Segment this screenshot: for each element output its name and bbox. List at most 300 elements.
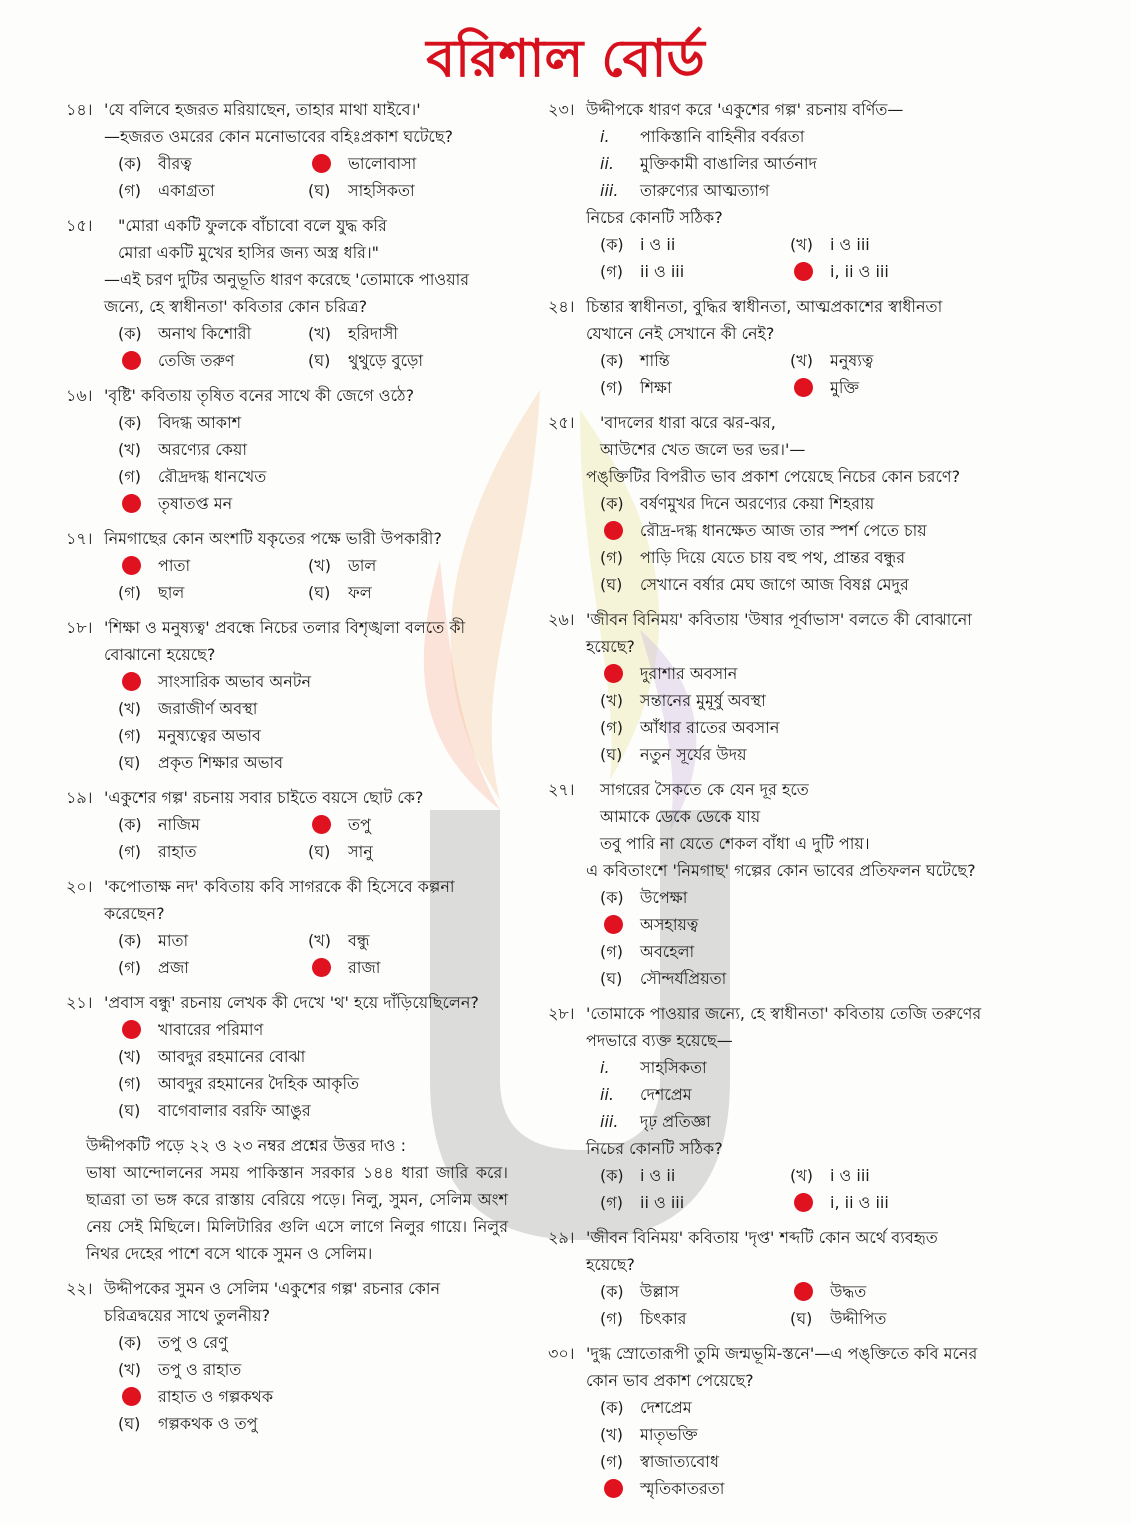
option-text: আঁধার রাতের অবসান	[640, 718, 780, 737]
quote-line: তবু পারি না যেতে শেকল বাঁধা এ দুটি পায়।	[600, 834, 870, 853]
option-label: (খ)	[308, 556, 331, 575]
option-label: (ক)	[600, 888, 624, 907]
option-label: (ঘ)	[118, 753, 141, 772]
stimulus-passage: ভাষা আন্দোলনের সময় পাকিস্তান সরকার ১৪৪ ধারা জারি করে। ছাত্ররা তা ভঙ্গ করে রাস্তায় বেরিয়ে পড়ে। নিলু, সুমন, সেলিম অংশ নেয় সেই মিছিলে। মিলিটারির গুলি এসে লাগে নিলুর গায়ে। নিলুর নিথর দেহের পাশে বসে থাকে সুমন ও সেলিম।	[86, 1163, 508, 1263]
option-label: (ক)	[600, 1282, 624, 1301]
quote-line: মোরা একটি মুখের হাসির জন্য অস্ত্র ধরি।"	[118, 243, 380, 262]
correct-marker-icon	[790, 1189, 830, 1216]
correct-marker-icon	[308, 150, 348, 177]
question-number: ২১।	[66, 993, 93, 1012]
statement	[600, 177, 988, 204]
option-text: অনাথ কিশোরী	[158, 324, 252, 343]
correct-marker-icon	[790, 374, 830, 401]
option-label: (খ)	[118, 1360, 141, 1379]
answer-option[interactable]	[600, 741, 988, 768]
option-text: বন্ধু	[348, 931, 370, 950]
option-text: ভালোবাসা	[348, 154, 417, 173]
answer-option[interactable]	[118, 1356, 508, 1383]
question-number: ২০।	[66, 877, 93, 896]
answer-options	[548, 231, 988, 285]
correct-option[interactable]	[118, 490, 508, 517]
statement-text: সাহসিকতা	[640, 1058, 707, 1077]
answer-option[interactable]	[600, 1305, 790, 1332]
question-text: 'শিক্ষা ও মনুষ্যত্ব' প্রবন্ধে নিচের তলার বিশৃঙ্খলা বলতে কী বোঝানো হয়েছে?	[104, 618, 466, 664]
answer-options	[66, 1329, 508, 1437]
option-text: সাংসারিক অভাব অনটন	[158, 672, 312, 691]
option-label: (গ)	[118, 583, 141, 602]
question-number: ২৮।	[548, 1004, 575, 1023]
question	[66, 382, 508, 517]
option-label: (গ)	[600, 548, 623, 567]
question-head	[66, 989, 508, 1016]
option-label: (ক)	[118, 413, 142, 432]
correct-option[interactable]	[790, 258, 980, 285]
answer-option[interactable]	[790, 1162, 980, 1189]
option-text: অরণ্যের কেয়া	[158, 440, 248, 459]
answer-option[interactable]	[118, 579, 308, 606]
answer-options	[66, 1016, 508, 1124]
option-label: (ঘ)	[600, 969, 623, 988]
statement-text: মুক্তিকামী বাঙালির আর্তনাদ	[640, 154, 817, 173]
option-label: (গ)	[600, 942, 623, 961]
correct-option[interactable]	[600, 517, 988, 544]
answer-options	[66, 927, 508, 981]
question-number: ১৭।	[66, 529, 93, 548]
option-text: গল্পকথক ও তপু	[158, 1414, 258, 1433]
statement	[600, 1108, 988, 1135]
option-text: রাহাত	[158, 842, 197, 861]
answer-option[interactable]	[600, 1421, 988, 1448]
answer-option[interactable]	[118, 954, 308, 981]
correct-marker-icon	[118, 668, 158, 695]
option-label: (ঘ)	[790, 1309, 813, 1328]
answer-option[interactable]	[600, 258, 790, 285]
question	[66, 784, 508, 865]
question-number: ২৬।	[548, 610, 575, 629]
answer-option[interactable]	[308, 838, 498, 865]
option-text: ছাল	[158, 583, 185, 602]
option-text: i, ii ও iii	[830, 1193, 889, 1212]
question-text: 'দুগ্ধ স্রোতোরূপী তুমি জন্মভূমি-স্তনে'—এ পঙ্‌ক্তিতে কবি মনের কোন ভাব প্রকাশ পেয়েছে?	[586, 1344, 978, 1390]
question	[548, 409, 988, 598]
option-text: অবহেলা	[640, 942, 695, 961]
option-text: মাতৃভক্তি	[640, 1425, 698, 1444]
option-text: মনুষ্যত্বের অভাব	[158, 726, 261, 745]
question	[548, 1224, 988, 1332]
option-text: সাহসিকতা	[348, 181, 415, 200]
answer-option[interactable]	[118, 409, 508, 436]
answer-option[interactable]	[600, 1162, 790, 1189]
question	[66, 212, 508, 374]
answer-option[interactable]	[308, 177, 498, 204]
option-label: (খ)	[118, 699, 141, 718]
option-label: (গ)	[600, 718, 623, 737]
option-text: হরিদাসী	[348, 324, 398, 343]
page-title: বরিশাল বোর্ড	[426, 28, 705, 89]
question-text: 'কপোতাক্ষ নদ' কবিতায় কবি সাগরকে কী হিসেবে কল্পনা করেছেন?	[104, 877, 455, 923]
answer-option[interactable]	[118, 320, 308, 347]
answer-options	[66, 811, 508, 865]
statement-numeral: i.	[600, 127, 610, 146]
answer-option[interactable]	[118, 695, 508, 722]
question-text: উদ্দীপকের সুমন ও সেলিম 'একুশের গল্প' রচনার কোন চরিত্রদ্বয়ের সাথে তুলনীয়?	[104, 1279, 441, 1325]
question-number: ২৫।	[548, 413, 575, 432]
correct-option[interactable]	[118, 347, 308, 374]
answer-option[interactable]	[118, 1043, 508, 1070]
option-label: (ক)	[118, 154, 142, 173]
option-text: সেখানে বর্ষার মেঘ জাগে আজ বিষণ্ণ মেদুর	[640, 575, 909, 594]
option-text: থুথুড়ে বুড়ো	[348, 351, 424, 370]
option-text: উদ্দীপিত	[830, 1309, 887, 1328]
option-label: (গ)	[118, 467, 141, 486]
option-text: উল্লাস	[640, 1282, 680, 1301]
correct-marker-icon	[308, 954, 348, 981]
answer-options	[548, 490, 988, 598]
option-label: (ক)	[118, 815, 142, 834]
option-label: (খ)	[118, 1047, 141, 1066]
option-text: মুক্তি	[830, 378, 860, 397]
quote-line: "মোরা একটি ফুলকে বাঁচাবো বলে যুদ্ধ করি	[118, 216, 387, 235]
question-number: ২৭।	[548, 780, 575, 799]
option-text: ii ও iii	[640, 1193, 685, 1212]
statement	[600, 1081, 988, 1108]
answer-option[interactable]	[600, 374, 790, 401]
option-label: (খ)	[600, 691, 623, 710]
statement-text: দেশপ্রেম	[640, 1085, 692, 1104]
option-label: (ক)	[600, 1398, 624, 1417]
question-head	[66, 614, 508, 668]
quote-line: 'বাদলের ধারা ঝরে ঝর-ঝর,	[600, 413, 776, 432]
option-text: তপু ও রেণু	[158, 1333, 228, 1352]
option-label: (গ)	[118, 726, 141, 745]
option-text: i, ii ও iii	[830, 262, 889, 281]
correct-marker-icon	[600, 660, 640, 687]
question-number: ২২।	[66, 1279, 93, 1298]
answer-options	[66, 409, 508, 517]
correct-option[interactable]	[308, 811, 498, 838]
option-label: (খ)	[790, 1166, 813, 1185]
answer-option[interactable]	[118, 927, 308, 954]
question-head	[66, 96, 508, 123]
option-text: রাজা	[348, 958, 381, 977]
correct-marker-icon	[118, 1016, 158, 1043]
answer-options	[66, 150, 508, 204]
answer-options	[548, 1394, 988, 1502]
option-label: (ঘ)	[308, 351, 331, 370]
correct-marker-icon	[118, 347, 158, 374]
quote-line: আউশের খেত জলে ভর ভর।'—	[600, 440, 806, 459]
statement-list	[548, 123, 988, 204]
question	[66, 1275, 508, 1437]
option-text: ডাল	[348, 556, 377, 575]
correct-option[interactable]	[600, 660, 988, 687]
option-text: উপেক্ষা	[640, 888, 688, 907]
option-label: (ক)	[600, 235, 624, 254]
option-label: (খ)	[308, 324, 331, 343]
answer-option[interactable]	[600, 1189, 790, 1216]
question	[548, 293, 988, 401]
option-label: (গ)	[600, 1193, 623, 1212]
option-text: মনুষ্যত্ব	[830, 351, 874, 370]
option-label: (গ)	[600, 1309, 623, 1328]
option-text: শিক্ষা	[640, 378, 672, 397]
statement	[600, 1054, 988, 1081]
answer-options	[548, 884, 988, 992]
question	[66, 96, 508, 204]
answer-option[interactable]	[790, 1305, 980, 1332]
statement-text: দৃঢ় প্রতিজ্ঞা	[640, 1112, 711, 1131]
answer-options	[66, 668, 508, 776]
answer-options	[66, 552, 508, 606]
option-label: (গ)	[118, 1074, 141, 1093]
option-text: রৌদ্র-দগ্ধ ধানক্ষেত আজ তার স্পর্শ পেতে চায়	[640, 521, 927, 540]
question-head	[548, 1000, 988, 1054]
statement-numeral: i.	[600, 1058, 610, 1077]
answer-option[interactable]	[600, 490, 988, 517]
answer-option[interactable]	[118, 811, 308, 838]
answer-option[interactable]	[118, 150, 308, 177]
statement-numeral: ii.	[600, 154, 614, 173]
option-text: রাহাত ও গল্পকথক	[158, 1387, 274, 1406]
question-subtext: এ কবিতাংশে 'নিমগাছ' গল্পের কোন ভাবের প্রতিফলন ঘটেছে?	[586, 861, 976, 880]
answer-option[interactable]	[118, 177, 308, 204]
option-text: বাগেবালার বরফি আঙুর	[158, 1101, 311, 1120]
question-number: ২৪।	[548, 297, 575, 316]
option-text: উদ্ধত	[830, 1282, 867, 1301]
answer-option[interactable]	[600, 884, 988, 911]
question-number: ১৬।	[66, 386, 93, 405]
option-text: বর্ষণমুখর দিনে অরণ্যের কেয়া শিহরায়	[640, 494, 875, 513]
option-text: স্বাজাত্যবোধ	[640, 1452, 719, 1471]
correct-marker-icon	[118, 552, 158, 579]
option-label: (খ)	[118, 440, 141, 459]
statement-numeral: iii.	[600, 181, 619, 200]
question-text: নিমগাছের কোন অংশটি যকৃতের পক্ষে ভারী উপকারী?	[104, 529, 442, 548]
question-subtext: —এই চরণ দুটির অনুভূতি ধারণ করেছে 'তোমাকে পাওয়ার জন্যে, হে স্বাধীনতা' কবিতার কোন চরিত্র?	[104, 270, 470, 316]
correct-option[interactable]	[790, 374, 980, 401]
answer-options	[548, 347, 988, 401]
option-label: (ঘ)	[308, 181, 331, 200]
question-text: 'যে বলিবে হজরত মরিয়াছেন, তাহার মাথা যাইবে।'	[104, 100, 421, 119]
correct-option[interactable]	[600, 911, 988, 938]
option-text: বীরত্ব	[158, 154, 192, 173]
option-label: (গ)	[118, 958, 141, 977]
answer-option[interactable]	[118, 1410, 508, 1437]
left-column	[66, 96, 508, 1445]
question-head	[66, 1275, 508, 1329]
answer-options	[548, 1278, 988, 1332]
which-correct-prompt: নিচের কোনটি সঠিক?	[586, 1139, 723, 1158]
question-number: ২৯।	[548, 1228, 575, 1247]
question-head	[548, 96, 988, 123]
question-text: 'বৃষ্টি' কবিতায় তৃষিত বনের সাথে কী জেগে ওঠে?	[104, 386, 415, 405]
correct-option[interactable]	[118, 552, 308, 579]
answer-option[interactable]	[118, 463, 508, 490]
option-text: ফল	[348, 583, 372, 602]
answer-option[interactable]	[118, 1097, 508, 1124]
answer-option[interactable]	[600, 938, 988, 965]
option-label: (গ)	[118, 842, 141, 861]
answer-option[interactable]	[118, 1329, 508, 1356]
question	[548, 96, 988, 285]
question	[548, 1000, 988, 1216]
option-label: (ক)	[600, 1166, 624, 1185]
option-text: দেশপ্রেম	[640, 1398, 692, 1417]
option-label: (খ)	[308, 931, 331, 950]
question-head	[66, 382, 508, 409]
correct-marker-icon	[600, 517, 640, 544]
option-label: (গ)	[600, 378, 623, 397]
correct-option[interactable]	[118, 1383, 508, 1410]
correct-marker-icon	[790, 1278, 830, 1305]
question-head	[548, 1224, 988, 1278]
option-label: (খ)	[600, 1425, 623, 1444]
question	[66, 614, 508, 776]
option-text: সানু	[348, 842, 373, 861]
option-label: (ক)	[600, 494, 624, 513]
answer-option[interactable]	[600, 1448, 988, 1475]
option-label: (ঘ)	[308, 583, 331, 602]
correct-marker-icon	[118, 490, 158, 517]
question-head	[66, 784, 508, 811]
correct-option[interactable]	[600, 1475, 988, 1502]
question	[548, 776, 988, 992]
question-head	[548, 606, 988, 660]
question-text: 'একুশের গল্প' রচনায় সবার চাইতে বয়সে ছোট কে?	[104, 788, 424, 807]
option-text: প্রকৃত শিক্ষার অভাব	[158, 753, 284, 772]
question	[548, 606, 988, 768]
option-text: i ও iii	[830, 1166, 870, 1185]
which-correct-prompt: নিচের কোনটি সঠিক?	[586, 208, 723, 227]
option-label: (ঘ)	[600, 745, 623, 764]
option-label: (খ)	[790, 235, 813, 254]
correct-marker-icon	[600, 1475, 640, 1502]
correct-option[interactable]	[790, 1189, 980, 1216]
option-label: (গ)	[600, 1452, 623, 1471]
statement-numeral: ii.	[600, 1085, 614, 1104]
answer-option[interactable]	[600, 714, 988, 741]
answer-option[interactable]	[600, 1278, 790, 1305]
correct-option[interactable]	[118, 668, 508, 695]
quote-line: সাগরের সৈকতে কে যেন দূর হতে	[600, 780, 809, 799]
correct-option[interactable]	[308, 954, 498, 981]
question-number: ১৫।	[66, 216, 93, 235]
option-text: আবদুর রহমানের দৈহিক আকৃতি	[158, 1074, 360, 1093]
answer-option[interactable]	[600, 965, 988, 992]
answer-option[interactable]	[308, 927, 498, 954]
answer-option[interactable]	[600, 544, 988, 571]
answer-option[interactable]	[600, 571, 988, 598]
answer-option[interactable]	[308, 579, 498, 606]
question-number: ৩০।	[548, 1344, 575, 1363]
option-text: নতুন সূর্যের উদয়	[640, 745, 747, 764]
question-text: উদ্দীপকে ধারণ করে 'একুশের গল্প' রচনায় বর্ণিত—	[586, 100, 904, 119]
option-text: দুরাশার অবসান	[640, 664, 738, 683]
question-text: চিন্তার স্বাধীনতা, বুদ্ধির স্বাধীনতা, আত্মপ্রকাশের স্বাধীনতা যেখানে নেই সেখানে কী নেই?	[586, 297, 943, 343]
answer-option[interactable]	[600, 231, 790, 258]
option-label: (গ)	[118, 181, 141, 200]
question-head	[548, 293, 988, 347]
option-text: অসহায়ত্ব	[640, 915, 699, 934]
correct-option[interactable]	[790, 1278, 980, 1305]
option-text: সৌন্দর্যপ্রিয়তা	[640, 969, 727, 988]
option-text: শান্তি	[640, 351, 670, 370]
statement-text: পাকিস্তানি বাহিনীর বর্বরতা	[640, 127, 805, 146]
answer-option[interactable]	[600, 347, 790, 374]
option-label: (খ)	[790, 351, 813, 370]
option-text: জরাজীর্ণ অবস্থা	[158, 699, 258, 718]
answer-options	[548, 1162, 988, 1216]
answer-option[interactable]	[118, 838, 308, 865]
statement-numeral: iii.	[600, 1112, 619, 1131]
answer-option[interactable]	[600, 687, 988, 714]
question-head	[66, 873, 508, 927]
question-subtext: —হজরত ওমরের কোন মনোভাবের বহিঃপ্রকাশ ঘটেছে?	[104, 127, 454, 146]
option-label: (ঘ)	[600, 575, 623, 594]
option-label: (ঘ)	[308, 842, 331, 861]
answer-options	[66, 320, 508, 374]
correct-marker-icon	[308, 811, 348, 838]
correct-option[interactable]	[118, 1016, 508, 1043]
answer-option[interactable]	[118, 749, 508, 776]
question-number: ১৯।	[66, 788, 93, 807]
answer-option[interactable]	[790, 347, 980, 374]
option-text: আবদুর রহমানের বোঝা	[158, 1047, 306, 1066]
option-text: তপু ও রাহাত	[158, 1360, 242, 1379]
option-text: পাতা	[158, 556, 191, 575]
option-label: (ঘ)	[118, 1414, 141, 1433]
option-label: (ক)	[118, 931, 142, 950]
option-label: (গ)	[600, 262, 623, 281]
answer-options	[548, 660, 988, 768]
answer-option[interactable]	[308, 347, 498, 374]
answer-option[interactable]	[600, 1394, 988, 1421]
option-text: i ও ii	[640, 1166, 676, 1185]
option-label: (ক)	[118, 324, 142, 343]
option-text: মাতা	[158, 931, 189, 950]
question	[66, 989, 508, 1124]
option-text: স্মৃতিকাতরতা	[640, 1479, 725, 1498]
option-text: খাবারের পরিমাণ	[158, 1020, 264, 1039]
answer-option[interactable]	[118, 436, 508, 463]
correct-option[interactable]	[308, 150, 498, 177]
option-text: তৃষাতপ্ত মন	[158, 494, 233, 513]
question	[66, 873, 508, 981]
answer-option[interactable]	[118, 1070, 508, 1097]
option-label: (ক)	[118, 1333, 142, 1352]
correct-marker-icon	[600, 911, 640, 938]
question-number: ১৮।	[66, 618, 93, 637]
question-text: 'জীবন বিনিময়' কবিতায় 'দৃপ্ত' শব্দটি কোন অর্থে ব্যবহৃত হয়েছে?	[586, 1228, 938, 1274]
option-text: ii ও iii	[640, 262, 685, 281]
question-text: 'প্রবাস বন্ধু' রচনায় লেখক কী দেখে 'থ' হয়ে দাঁড়িয়েছিলেন?	[104, 993, 479, 1012]
statement	[600, 150, 988, 177]
correct-marker-icon	[790, 258, 830, 285]
option-text: নাজিম	[158, 815, 200, 834]
answer-option[interactable]	[308, 320, 498, 347]
answer-option[interactable]	[790, 231, 980, 258]
answer-option[interactable]	[118, 722, 508, 749]
option-label: (ঘ)	[118, 1101, 141, 1120]
question-head	[548, 1340, 988, 1394]
question-text: 'তোমাকে পাওয়ার জন্যে, হে স্বাধীনতা' কবিতায় তেজি তরুণের পদভারে ব্যক্ত হয়েছে—	[586, 1004, 982, 1050]
question-number: ২৩।	[548, 100, 575, 119]
answer-option[interactable]	[308, 552, 498, 579]
question-number: ১৪।	[66, 100, 93, 119]
option-text: পাড়ি দিয়ে যেতে চায় বহু পথ, প্রান্তর বন্ধুর	[640, 548, 906, 567]
statement-list	[548, 1054, 988, 1135]
option-text: প্রজা	[158, 958, 189, 977]
